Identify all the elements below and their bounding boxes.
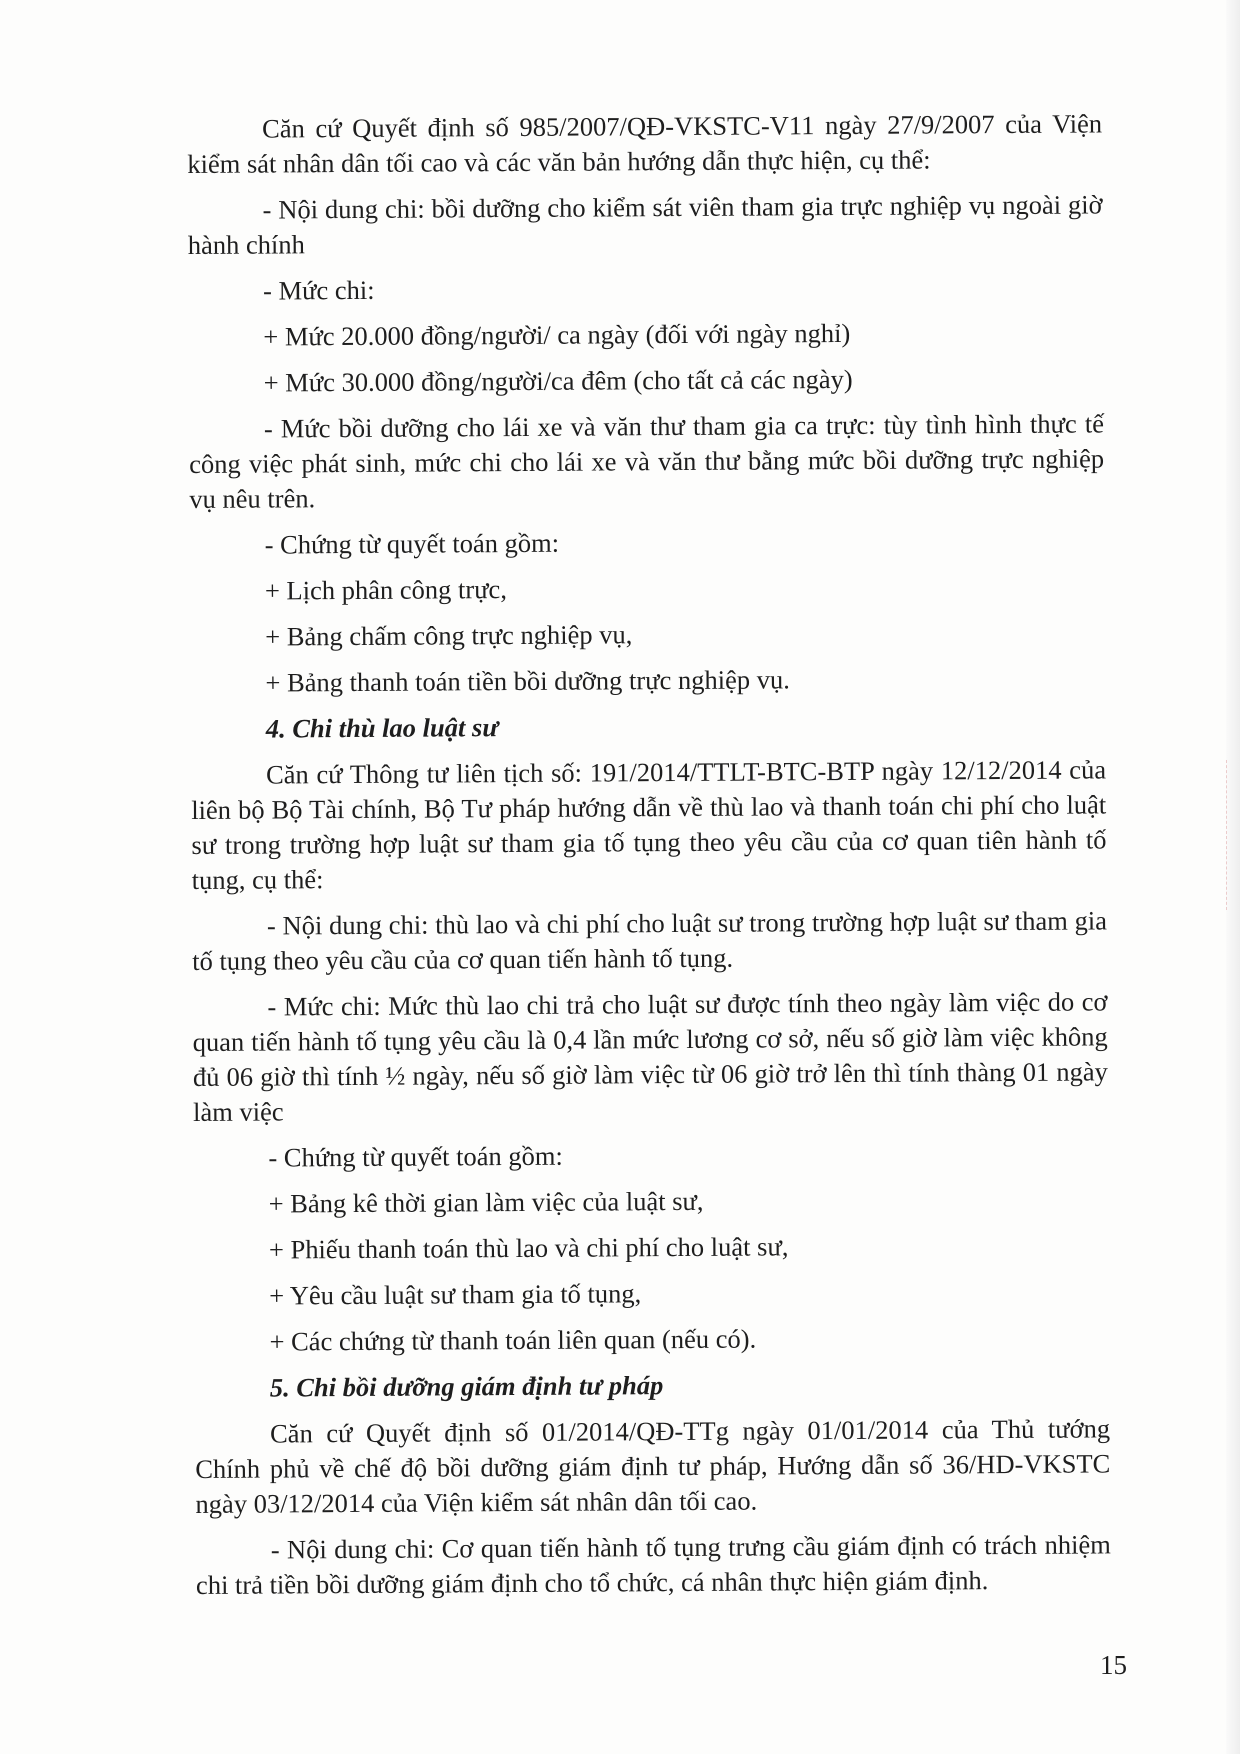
paragraph-night-rate: + Mức 30.000 đồng/người/ca đêm (cho tất cả các ngày) (263, 363, 853, 398)
paragraph-legal-basis-lawyer: Căn cứ Thông tư liên tịch số: 191/2014/TTLT-BTC-BTP ngày 12/12/2014 của liên bộ Bộ Tài chính, Bộ Tư pháp hướng dẫn về thù lao và thanh toán chi phí cho luật sư trong trường hợp luật sư tham gia tố tụng theo yêu cầu của cơ quan tiên hành tố tụng, cụ thể: (191, 754, 1107, 895)
list-item-payment-sheet: + Bảng thanh toán tiền bồi dưỡng trực nghiệp vụ. (265, 664, 790, 698)
paragraph-lawyer-rate: - Mức chi: Mức thù lao chi trả cho luật sư được tính theo ngày làm việc do cơ quan tiến hành tố tụng yêu cầu là 0,4 lần mức lương cơ sở, nếu số giờ làm việc không đủ 06 giờ thì tính ½ ngày, nếu số giờ làm việc từ 06 giờ trở lên thì tính thàng 01 ngày làm việc (192, 986, 1108, 1127)
margin-marks (1226, 760, 1235, 910)
paragraph-forensic-content: - Nội dung chi: Cơ quan tiến hành tố tụng trưng cầu giám định có trách nhiệm chi trả tiền bồi dưỡng giám định cho tổ chức, cá nhân thực hiện giám định. (195, 1529, 1111, 1600)
list-item-related-vouchers: + Các chứng từ thanh toán liên quan (nếu có). (269, 1323, 757, 1357)
section-heading-forensic-fees: 5. Chi bồi dưỡng giám định tư pháp (269, 1370, 664, 1403)
paragraph-documents-label: - Chứng từ quyết toán gồm: (264, 527, 560, 560)
list-item-lawyer-timesheet: + Bảng kê thời gian làm việc của luật sư, (268, 1185, 704, 1219)
list-item-lawyer-payment-slip: + Phiếu thanh toán thù lao và chi phí cho luật sư, (268, 1231, 789, 1265)
paragraph-rate-label: - Mức chi: (263, 274, 375, 306)
document-body (187, 106, 1111, 1614)
paragraph-day-rate: + Mức 20.000 đồng/người/ ca ngày (đối với ngày nghỉ) (263, 317, 851, 352)
paragraph-lawyer-content: - Nội dung chi: thù lao và chi phí cho luật sư trong trường hợp luật sư tham gia tố tụng theo yêu cầu của cơ quan tiến hành tố tụng. (192, 905, 1108, 976)
page-number: 15 (1100, 1650, 1127, 1680)
list-item-duty-schedule: + Lịch phân công trực, (264, 574, 507, 606)
list-item-lawyer-request: + Yêu cầu luật sư tham gia tố tụng, (269, 1278, 642, 1311)
paragraph-legal-basis-forensic: Căn cứ Quyết định số 01/2014/QĐ-TTg ngày 01/01/2014 của Thủ tướng Chính phủ về chế độ bồi dưỡng giám định tư pháp, Hướng dẫn số 36/HD-VKSTC ngày 03/12/2014 của Viện kiểm sát nhân dân tối cao. (195, 1413, 1111, 1519)
paragraph-driver-clerk-rate: - Mức bồi dưỡng cho lái xe và văn thư tham gia ca trực: tùy tình hình thực tế công việc phát sinh, mức chi cho lái xe và văn thư bằng mức bồi dưỡng trực nghiệp vụ nêu trên. (189, 408, 1105, 514)
list-item-attendance-sheet: + Bảng chấm công trực nghiệp vụ, (265, 619, 633, 652)
paragraph-duty-content: - Nội dung chi: bồi dưỡng cho kiểm sát viên tham gia trực nghiệp vụ ngoài giờ hành chính (187, 189, 1103, 260)
paragraph-lawyer-documents-label: - Chứng từ quyết toán gồm: (268, 1140, 563, 1173)
paragraph-legal-basis-duty: Căn cứ Quyết định số 985/2007/QĐ-VKSTC-V11 ngày 27/9/2007 của Viện kiểm sát nhân dân tối cao và các văn bản hướng dẫn thực hiện, cụ thể: (187, 108, 1103, 179)
section-heading-lawyer-fees: 4. Chi thù lao luật sư (265, 712, 499, 744)
